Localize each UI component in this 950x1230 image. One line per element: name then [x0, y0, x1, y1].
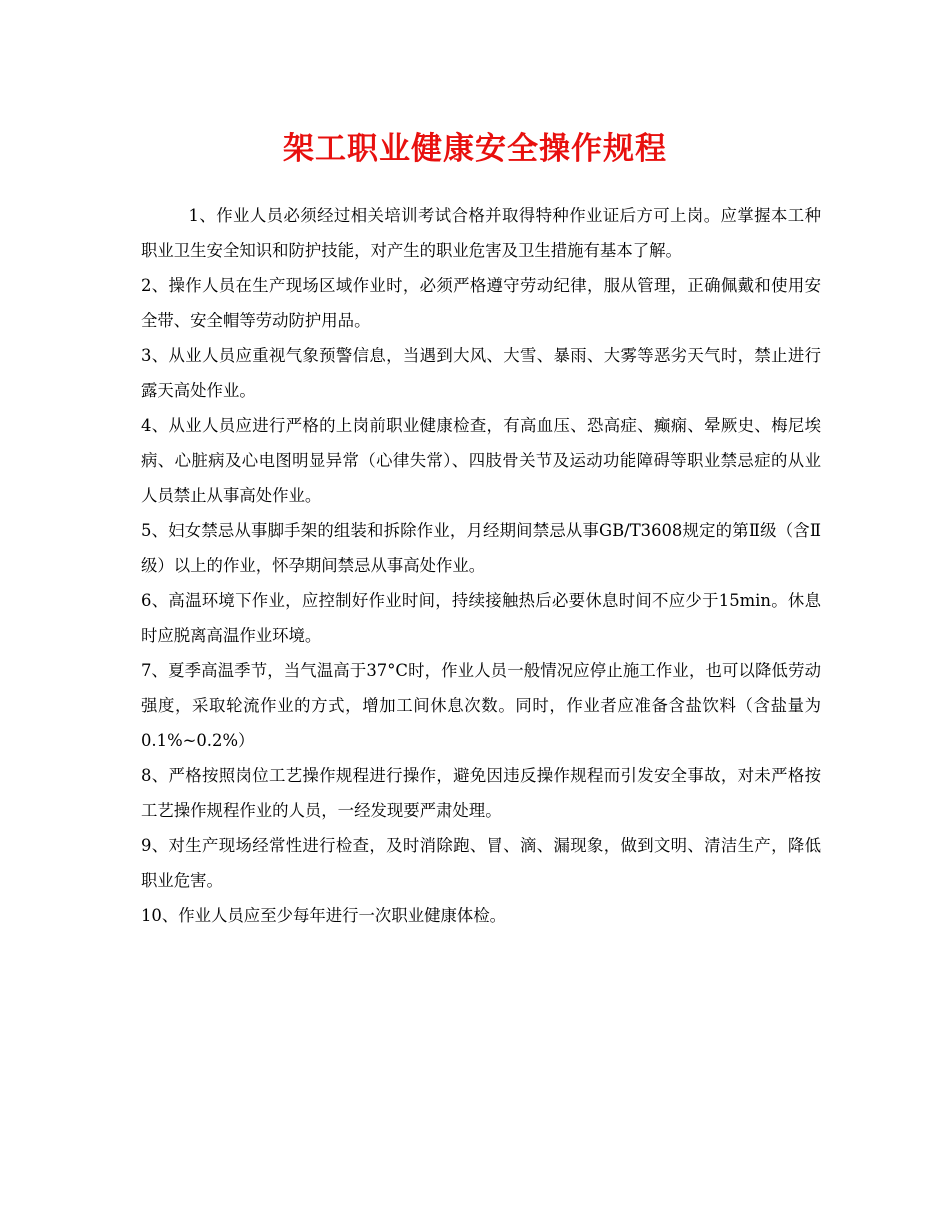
paragraph-3: 3、从业人员应重视气象预警信息，当遇到大风、大雪、暴雨、大雾等恶劣天气时，禁止进行露天高处作业。 [141, 346, 821, 400]
paragraph-4: 4、从业人员应进行严格的上岗前职业健康检查，有高血压、恐高症、癫痫、晕厥史、梅尼埃病、心脏病及心电图明显异常（心律失常）、四肢骨关节及运动功能障碍等职业禁忌症的从业人员禁止从事高处作业。 [141, 416, 821, 505]
paragraph-6: 6、高温环境下作业，应控制好作业时间，持续接触热后必要休息时间不应少于15min。休息时应脱离高温作业环境。 [141, 591, 821, 645]
paragraph-7: 7、夏季高温季节，当气温高于37°C时，作业人员一般情况应停止施工作业，也可以降低劳动强度，采取轮流作业的方式，增加工间休息次数。同时，作业者应准备含盐饮料（含盐量为0.1%~0.2%） [141, 661, 821, 750]
document-title: 架工职业健康安全操作规程 [283, 131, 667, 167]
paragraph-1: 1、作业人员必须经过相关培训考试合格并取得特种作业证后方可上岗。应掌握本工种职业卫生安全知识和防护技能，对产生的职业危害及卫生措施有基本了解。 [141, 206, 821, 260]
paragraph-5: 5、妇女禁忌从事脚手架的组装和拆除作业，月经期间禁忌从事GB/T3608规定的第Ⅱ级（含Ⅱ级）以上的作业，怀孕期间禁忌从事高处作业。 [141, 521, 821, 575]
document-body [141, 198, 821, 933]
paragraph-8: 8、严格按照岗位工艺操作规程进行操作，避免因违反操作规程而引发安全事故，对未严格按工艺操作规程作业的人员，一经发现要严肃处理。 [141, 766, 821, 820]
paragraph-9: 9、对生产现场经常性进行检查，及时消除跑、冒、滴、漏现象，做到文明、清洁生产，降低职业危害。 [141, 836, 821, 890]
paragraph-10: 10、作业人员应至少每年进行一次职业健康体检。 [141, 906, 507, 925]
paragraph-2: 2、操作人员在生产现场区域作业时，必须严格遵守劳动纪律，服从管理，正确佩戴和使用安全带、安全帽等劳动防护用品。 [141, 276, 821, 330]
